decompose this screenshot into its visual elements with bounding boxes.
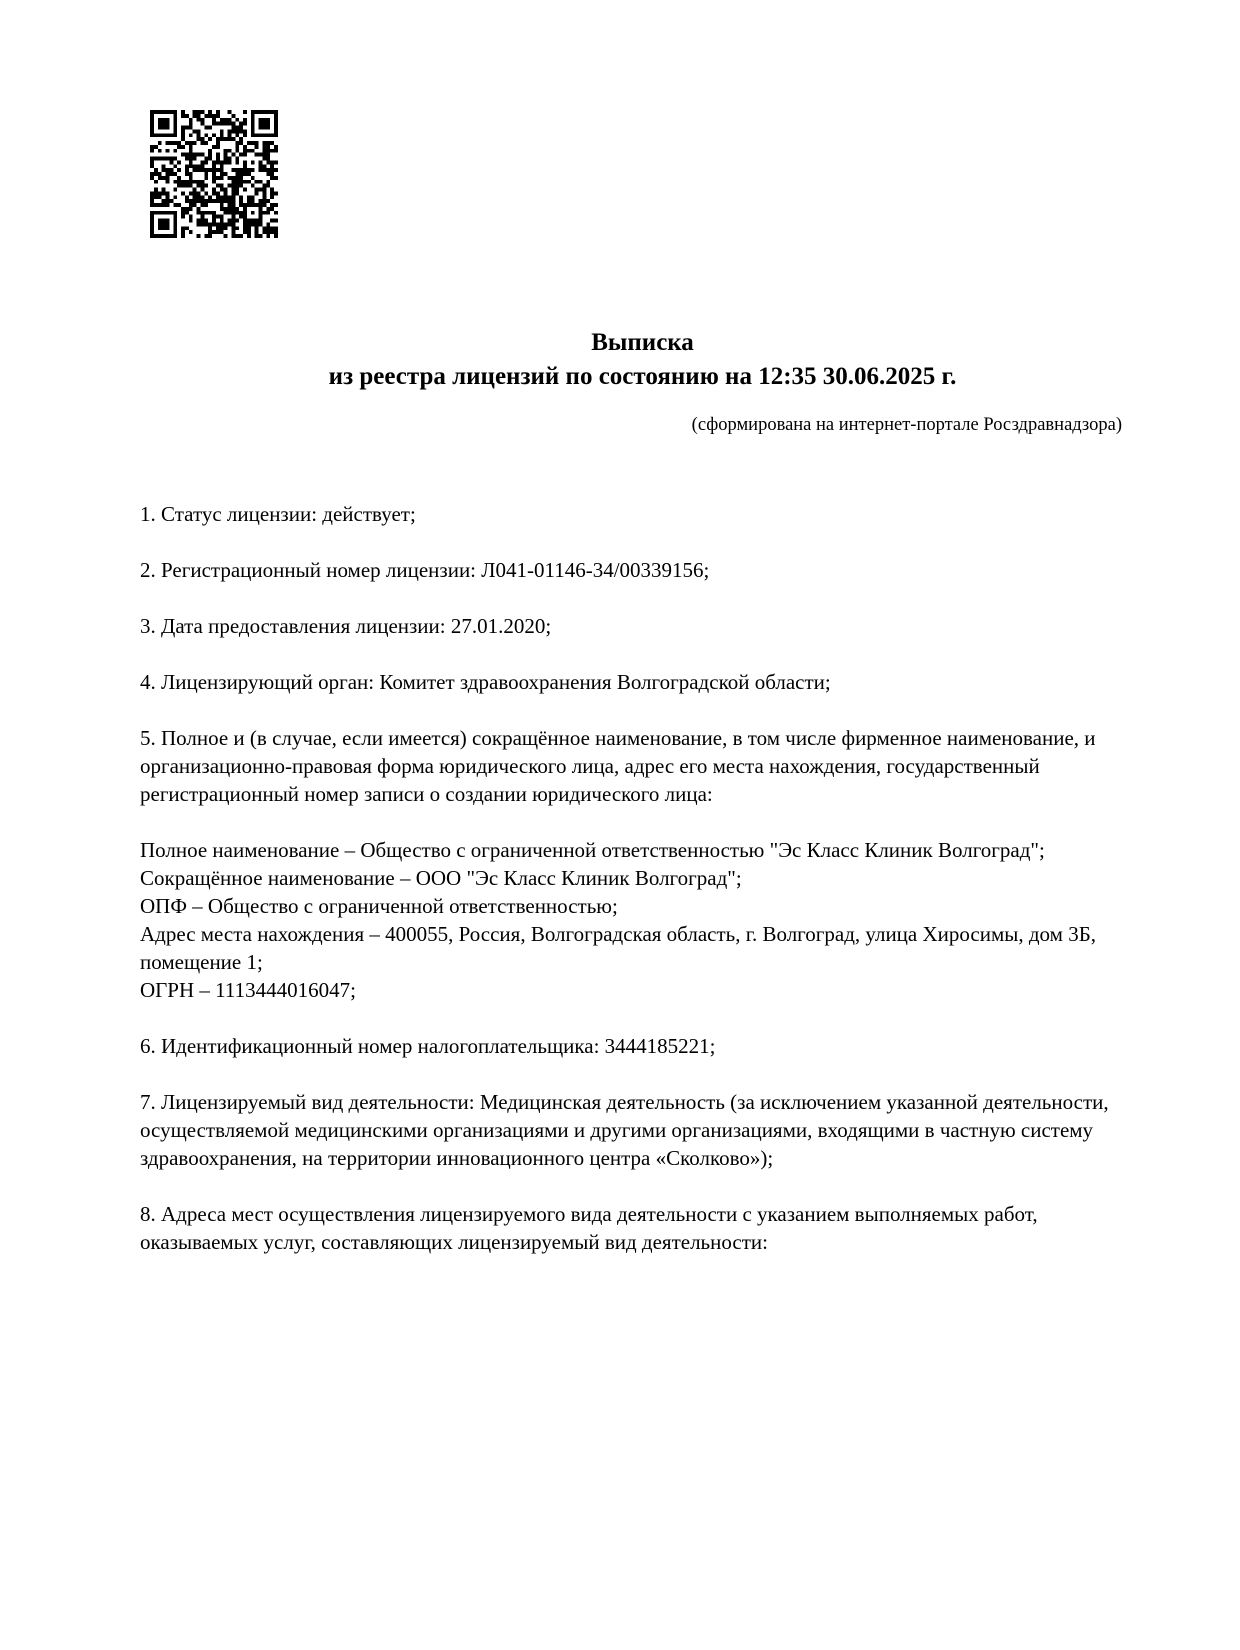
paragraph: Полное наименование – Общество с ограниченной ответственностью "Эс Класс Клиник Волгоград"; Сокращённое наименование – ООО "Эс Класс Клиник Волгоград"; ОПФ – Общество с ограниченной ответственностью; Адрес места нахождения – 400055, Россия, Волгоградская область, г. Волгоград, улица Хиросимы, дом 3Б, помещение 1; ОГРН – 1113444016047; <box>140 838 1097 1002</box>
paragraph: 7. Лицензируемый вид деятельности: Медицинская деятельность (за исключением указанной деятельности, осуществляемой медицинскими организациями и другими организациями, входящими в частную систему здравоохранения, на территории инновационного центра «Сколково»); <box>140 1090 1109 1170</box>
paragraph: 3. Дата предоставления лицензии: 27.01.2020; <box>140 614 552 638</box>
paragraph: 6. Идентификационный номер налогоплательщика: 3444185221; <box>140 1034 716 1058</box>
title-line-2: из реестра лицензий по состоянию на 12:35 30.06.2025 г. <box>328 363 957 390</box>
title-line-1: Выписка <box>591 329 694 356</box>
document-subtitle: (сформирована на интернет-портале Росздравнадзора) <box>691 415 1122 435</box>
document-body <box>140 500 1125 1284</box>
paragraph: 2. Регистрационный номер лицензии: Л041-01146-34/00339156; <box>140 558 710 582</box>
qr-code <box>150 110 278 238</box>
paragraph: 5. Полное и (в случае, если имеется) сокращённое наименование, в том числе фирменное наименование, и организационно-правовая форма юридического лица, адрес его места нахождения, государственный регистрационный номер записи о создании юридического лица: <box>140 726 1096 806</box>
qr-code-svg <box>150 110 278 238</box>
paragraph: 4. Лицензирующий орган: Комитет здравоохранения Волгоградской области; <box>140 670 831 694</box>
paragraph: 1. Статус лицензии: действует; <box>140 502 416 526</box>
document-title <box>140 326 1145 394</box>
paragraph: 8. Адреса мест осуществления лицензируемого вида деятельности с указанием выполняемых работ, оказываемых услуг, составляющих лицензируемый вид деятельности: <box>140 1202 1038 1254</box>
